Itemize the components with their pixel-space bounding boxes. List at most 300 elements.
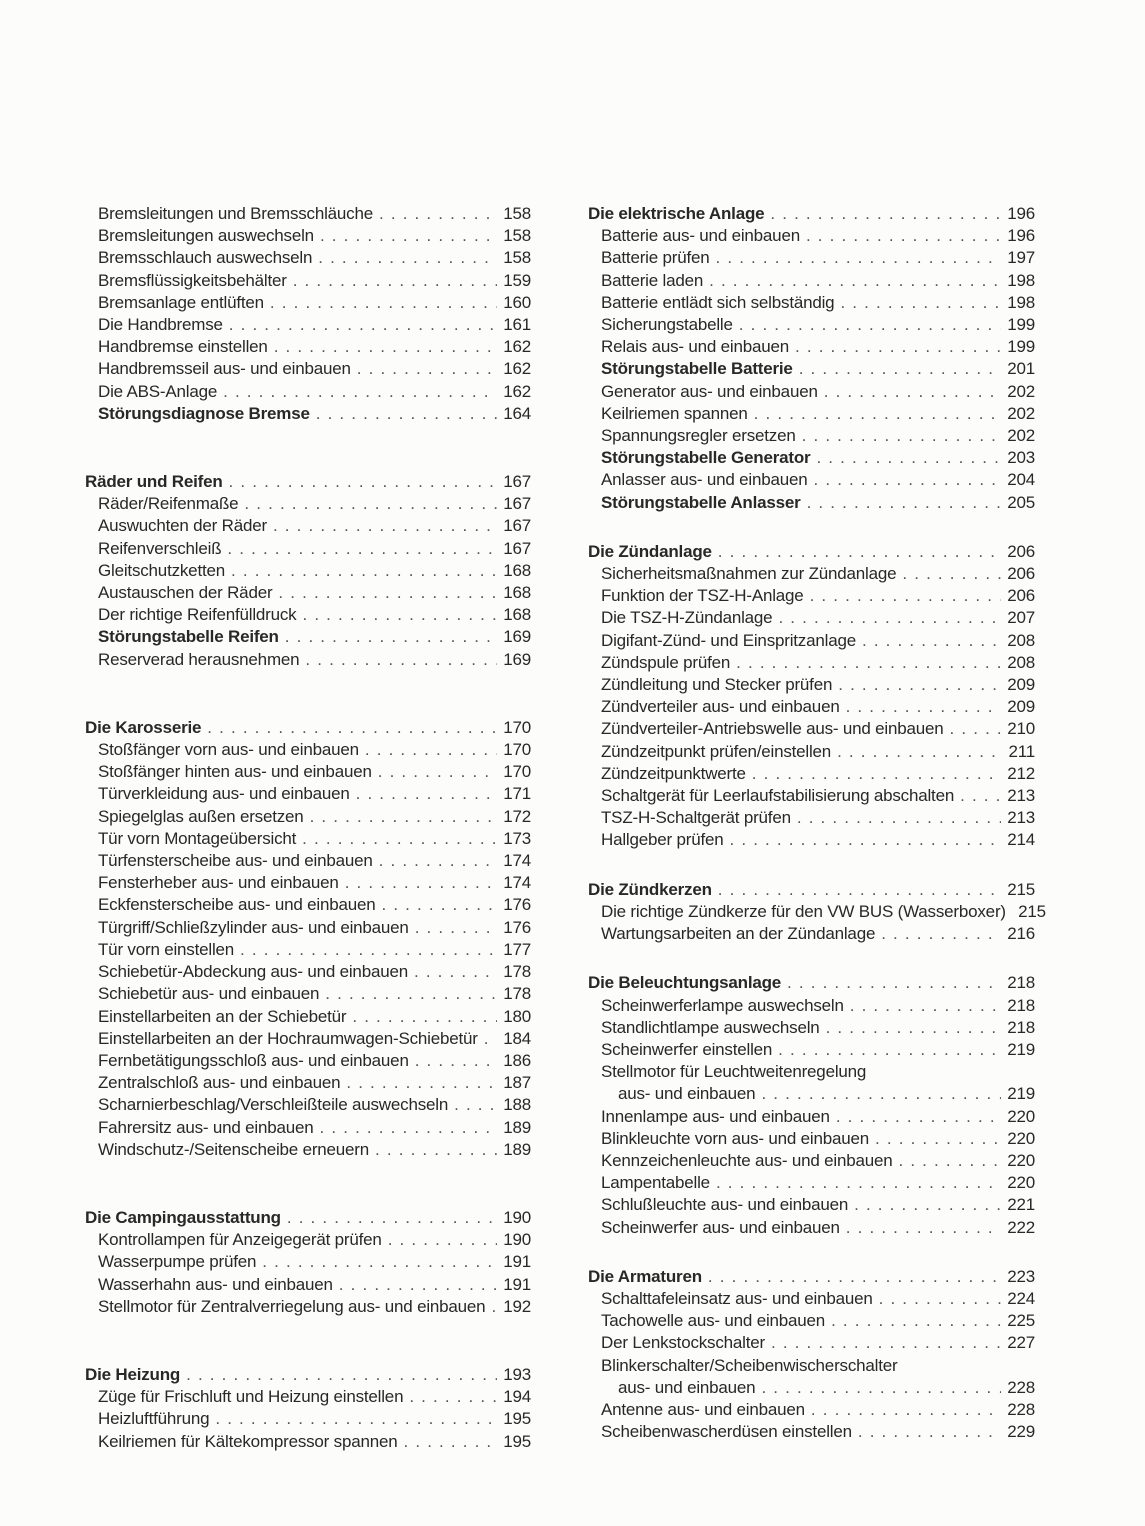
entry-page-number: 206 — [1007, 586, 1035, 606]
entry-label: Blinkleuchte vorn aus- und einbauen — [601, 1128, 870, 1148]
entry-page-number: 167 — [503, 538, 531, 558]
entry-page-number: 208 — [1007, 652, 1035, 672]
entry-label: Störungsdiagnose Bremse — [98, 403, 310, 423]
dot-leader — [712, 541, 1001, 563]
dot-leader — [225, 560, 497, 582]
dot-leader — [350, 783, 497, 805]
entry-page-number: 162 — [503, 381, 531, 401]
entry-page-number: 199 — [1007, 337, 1035, 357]
toc-entry — [588, 1150, 1035, 1172]
toc-entry — [588, 1172, 1035, 1194]
entry-page-number: 171 — [503, 784, 531, 804]
toc-entry — [588, 923, 1035, 945]
entry-page-number: 211 — [1008, 741, 1035, 761]
dot-leader — [764, 203, 1001, 225]
entry-page-number: 218 — [1007, 973, 1035, 993]
entry-page-number: 204 — [1007, 470, 1035, 490]
entry-page-number: 207 — [1007, 608, 1035, 628]
entry-label: Scheinwerfer einstellen — [601, 1039, 773, 1059]
entry-page-number: 178 — [503, 984, 531, 1004]
toc-entry — [85, 314, 531, 336]
entry-label: Schiebetür aus- und einbauen — [98, 984, 320, 1004]
toc-entry — [85, 225, 531, 247]
entry-page-number: 222 — [1007, 1217, 1035, 1237]
toc-entry — [588, 1217, 1035, 1239]
entry-label: Keilriemen für Kältekompressor spannen — [98, 1431, 398, 1451]
entry-label: Digifant-Zünd- und Einspritzanlage — [601, 630, 856, 650]
dot-leader — [830, 1106, 1001, 1128]
entry-label: Anlasser aus- und einbauen — [601, 470, 808, 490]
toc-entry — [85, 403, 531, 425]
entry-label: Zündzeitpunktwerte — [601, 763, 746, 783]
toc-entry — [85, 203, 531, 225]
entry-label: Die Zündanlage — [588, 541, 712, 561]
toc-entry — [85, 739, 531, 761]
dot-leader — [340, 1072, 497, 1094]
entry-label: Bremsleitungen und Bremsschläuche — [98, 204, 373, 223]
entry-page-number: 167 — [503, 472, 531, 492]
entry-page-number: 167 — [503, 494, 531, 514]
toc-entry — [85, 358, 531, 380]
entry-label: Scheibenwascherdüsen einstellen — [601, 1422, 852, 1442]
entry-label: Die Karosserie — [85, 717, 202, 737]
entry-page-number: 159 — [503, 270, 531, 290]
entry-page-number: 161 — [503, 315, 531, 335]
entry-page-number: 191 — [503, 1274, 531, 1294]
toc-entry — [85, 1050, 531, 1072]
toc-entry — [588, 1310, 1035, 1332]
dot-leader — [304, 806, 497, 828]
entry-page-number: 202 — [1007, 426, 1035, 446]
entry-page-number: 189 — [503, 1139, 531, 1159]
entry-page-number: 160 — [503, 292, 531, 312]
dot-leader — [834, 292, 1001, 314]
dot-leader — [856, 630, 1001, 652]
dot-leader — [221, 538, 497, 560]
dot-leader — [702, 1266, 1001, 1288]
entry-page-number: 191 — [503, 1252, 531, 1272]
entry-label: Kennzeichenleuchte aus- und einbauen — [601, 1150, 893, 1170]
toc-entry — [588, 1106, 1035, 1128]
entry-label: Störungstabelle Anlasser — [601, 492, 801, 512]
toc-entry — [588, 1288, 1035, 1310]
dot-leader — [703, 270, 1001, 292]
entry-page-number: 164 — [503, 403, 531, 423]
dot-leader — [296, 604, 497, 626]
entry-page-number: 190 — [503, 1230, 531, 1250]
entry-page-number: 224 — [1007, 1288, 1035, 1308]
toc-entry — [588, 292, 1035, 314]
toc-section — [85, 1364, 531, 1453]
entry-page-number: 208 — [1007, 630, 1035, 650]
entry-label: Bremsleitungen auswechseln — [98, 226, 314, 246]
entry-label: Spiegelglas außen ersetzen — [98, 806, 304, 826]
entry-label: Räder/Reifenmaße — [98, 494, 239, 514]
entry-label: Scheinwerferlampe auswechseln — [601, 995, 844, 1015]
dot-leader — [223, 471, 497, 493]
dot-leader — [724, 829, 1002, 851]
entry-label: Batterie laden — [601, 270, 704, 290]
entry-page-number: 162 — [503, 359, 531, 379]
entry-label: Störungstabelle Reifen — [98, 627, 279, 647]
entry-label: Wartungsarbeiten an der Zündanlage — [601, 924, 876, 944]
toc-entry — [588, 1128, 1035, 1150]
toc-entry — [588, 247, 1035, 269]
toc-entry — [588, 901, 1046, 923]
dot-leader — [296, 828, 497, 850]
entry-label: Sicherungstabelle — [601, 315, 733, 335]
entry-page-number: 196 — [1007, 204, 1035, 223]
entry-page-number: 202 — [1007, 381, 1035, 401]
entry-page-number: 223 — [1007, 1266, 1035, 1286]
toc-section-heading — [588, 1266, 1035, 1288]
entry-label: Antenne aus- und einbauen — [601, 1399, 805, 1419]
entry-page-number: 169 — [503, 649, 531, 669]
entry-label: aus- und einbauen — [618, 1377, 756, 1397]
toc-entry — [588, 1194, 1035, 1216]
toc-entry — [588, 358, 1035, 380]
toc-entry — [85, 806, 531, 828]
entry-page-number: 218 — [1007, 995, 1035, 1015]
entry-page-number: 167 — [503, 516, 531, 536]
toc-entry — [588, 607, 1035, 629]
dot-leader — [840, 696, 1001, 718]
entry-page-number: 219 — [1007, 1084, 1035, 1104]
dot-leader — [810, 447, 1001, 469]
dot-leader — [333, 1274, 497, 1296]
toc-entry — [85, 1229, 531, 1251]
toc-entry — [588, 1017, 1035, 1039]
entry-page-number: 170 — [503, 762, 531, 782]
entry-label: Hallgeber prüfen — [601, 830, 724, 850]
entry-label: Einstellarbeiten an der Schiebetür — [98, 1006, 347, 1026]
entry-page-number: 205 — [1007, 492, 1035, 512]
entry-page-number: 173 — [503, 828, 531, 848]
dot-leader — [180, 1364, 497, 1386]
entry-label: Fensterheber aus- und einbauen — [98, 873, 339, 893]
entry-label: Tür vorn Montageübersicht — [98, 828, 297, 848]
dot-leader — [299, 649, 497, 671]
toc-entry — [588, 807, 1035, 829]
toc-entry — [85, 894, 531, 916]
toc-entry — [85, 560, 531, 582]
entry-label: Türgriff/Schließzylinder aus- und einbauen — [98, 917, 409, 937]
dot-leader — [217, 381, 497, 403]
entry-label: Die elektrische Anlage — [588, 204, 765, 223]
dot-leader — [748, 403, 1001, 425]
dot-leader — [896, 563, 1001, 585]
entry-label: Standlichtlampe auswechseln — [601, 1017, 820, 1037]
toc-entry — [588, 314, 1035, 336]
toc-entry — [85, 493, 531, 515]
dot-leader — [409, 917, 497, 939]
entry-label: Keilriemen spannen — [601, 403, 748, 423]
toc-entry — [588, 469, 1035, 491]
entry-page-number: 196 — [1007, 226, 1035, 246]
entry-label: Schaltgerät für Leerlaufstabilisierung abschalten — [601, 786, 955, 806]
entry-label: Räder und Reifen — [85, 472, 223, 492]
toc-entry — [588, 447, 1035, 469]
dot-leader — [825, 1310, 1001, 1332]
toc-entry — [85, 872, 531, 894]
toc-section — [588, 879, 1046, 946]
entry-label: Der Lenkstockschalter — [601, 1333, 765, 1353]
entry-label: Zündverteiler-Antriebswelle aus- und einbauen — [601, 719, 944, 739]
dot-leader — [796, 425, 1001, 447]
entry-label: Stellmotor für Zentralverriegelung aus- und einbauen — [98, 1296, 486, 1316]
entry-page-number: 220 — [1007, 1106, 1035, 1126]
entry-page-number: 174 — [503, 851, 531, 871]
toc-entry — [85, 1139, 531, 1161]
entry-label: Türfensterscheibe aus- und einbauen — [98, 851, 373, 871]
entry-label: Bremsflüssigkeitsbehälter — [98, 270, 287, 290]
dot-leader — [755, 1083, 1001, 1105]
toc-entry — [588, 1039, 1035, 1061]
dot-leader — [746, 763, 1001, 785]
toc-entry — [85, 1408, 531, 1430]
entry-page-number: 187 — [503, 1073, 531, 1093]
toc-entry — [588, 1421, 1035, 1443]
dot-leader — [272, 582, 497, 604]
dot-leader — [710, 1172, 1001, 1194]
entry-label: Die richtige Zündkerze für den VW BUS (Wasserboxer) — [601, 901, 1006, 921]
entry-label: Stellmotor für Leuchtweitenregelung — [601, 1062, 867, 1082]
toc-entry — [85, 1117, 531, 1139]
entry-label: Generator aus- und einbauen — [601, 381, 818, 401]
toc-entry — [85, 1006, 531, 1028]
dot-leader — [710, 247, 1001, 269]
toc-entry — [588, 1399, 1035, 1421]
entry-label: Schalttafeleinsatz aus- und einbauen — [601, 1288, 873, 1308]
toc-section-heading — [588, 972, 1035, 994]
toc-entry — [85, 1251, 531, 1273]
dot-leader — [733, 314, 1001, 336]
toc-entry — [588, 225, 1035, 247]
entry-label: Austauschen der Räder — [98, 583, 273, 603]
dot-leader — [944, 718, 1001, 740]
toc-entry — [588, 829, 1035, 851]
dot-leader — [382, 1229, 497, 1251]
entry-label: Innenlampe aus- und einbauen — [601, 1106, 830, 1126]
entry-page-number: 201 — [1007, 359, 1035, 379]
entry-page-number: 213 — [1007, 808, 1035, 828]
entry-page-number: 198 — [1007, 270, 1035, 290]
entry-page-number: 176 — [503, 895, 531, 915]
entry-label: Funktion der TSZ-H-Anlage — [601, 586, 804, 606]
entry-page-number: 229 — [1007, 1422, 1035, 1442]
entry-page-number: 195 — [503, 1409, 531, 1429]
toc-entry — [85, 1274, 531, 1296]
entry-label: Relais aus- und einbauen — [601, 337, 790, 357]
toc-entry — [588, 381, 1035, 403]
entry-label: Die Handbremse — [98, 315, 223, 335]
dot-leader — [268, 336, 497, 358]
entry-label: Zündverteiler aus- und einbauen — [601, 697, 840, 717]
entry-page-number: 220 — [1007, 1150, 1035, 1170]
entry-label: Batterie entlädt sich selbständig — [601, 292, 835, 312]
toc-entry — [588, 785, 1035, 807]
toc-entry — [85, 336, 531, 358]
toc-entry — [588, 718, 1035, 740]
entry-label: Bremsschlauch auswechseln — [98, 248, 313, 268]
entry-label: Reserverad herausnehmen — [98, 649, 300, 669]
dot-leader — [712, 879, 1001, 901]
entry-page-number: 194 — [503, 1387, 531, 1407]
dot-leader — [209, 1408, 497, 1430]
entry-label: Wasserhahn aus- und einbauen — [98, 1274, 333, 1294]
dot-leader — [875, 923, 1001, 945]
toc-entry — [85, 939, 531, 961]
entry-label: Der richtige Reifenfülldruck — [98, 605, 297, 625]
toc-entry — [85, 270, 531, 292]
dot-leader — [954, 785, 1001, 807]
dot-leader — [820, 1017, 1001, 1039]
dot-leader — [346, 1006, 497, 1028]
entry-label: Schlußleuchte aus- und einbauen — [601, 1195, 849, 1215]
toc-entry — [588, 741, 1035, 763]
entry-label: TSZ-H-Schaltgerät prüfen — [601, 808, 791, 828]
dot-leader — [772, 607, 1001, 629]
entry-page-number: 212 — [1007, 763, 1035, 783]
entry-page-number: 203 — [1007, 448, 1035, 468]
toc-entry — [85, 850, 531, 872]
dot-leader — [339, 872, 497, 894]
toc-entry — [85, 247, 531, 269]
toc-entry — [588, 270, 1035, 292]
entry-page-number: 206 — [1007, 541, 1035, 561]
entry-label: Windschutz-/Seitenscheibe erneuern — [98, 1139, 370, 1159]
dot-leader — [234, 939, 497, 961]
entry-label: Schiebetür-Abdeckung aus- und einbauen — [98, 962, 408, 982]
dot-leader — [808, 469, 1001, 491]
entry-label: Fernbetätigungsschloß aus- und einbauen — [98, 1050, 409, 1070]
dot-leader — [359, 739, 497, 761]
toc-entry — [85, 538, 531, 560]
dot-leader — [805, 1399, 1001, 1421]
toc-entry — [85, 1431, 531, 1453]
toc-section-heading — [588, 203, 1035, 225]
entry-page-number: 193 — [503, 1364, 531, 1384]
entry-label: Lampentabelle — [601, 1173, 710, 1193]
toc-entry — [85, 983, 531, 1005]
dot-leader — [840, 1217, 1001, 1239]
toc-column-left — [85, 203, 531, 1453]
dot-leader — [852, 1421, 1001, 1443]
entry-label: Fahrersitz aus- und einbauen — [98, 1117, 314, 1137]
dot-leader — [804, 585, 1001, 607]
dot-leader — [372, 761, 497, 783]
toc-entry — [588, 1377, 1035, 1399]
entry-label: Scheinwerfer aus- und einbauen — [601, 1217, 840, 1237]
entry-label: Züge für Frischluft und Heizung einstellen — [98, 1387, 404, 1407]
toc-entry — [588, 336, 1035, 358]
entry-label: Die ABS-Anlage — [98, 381, 218, 401]
entry-page-number: 225 — [1007, 1311, 1035, 1331]
dot-leader — [314, 225, 497, 247]
entry-label: Türverkleidung aus- und einbauen — [98, 784, 350, 804]
entry-page-number: 219 — [1007, 1039, 1035, 1059]
dot-leader — [312, 247, 497, 269]
entry-page-number: 162 — [503, 337, 531, 357]
entry-page-number: 169 — [503, 627, 531, 647]
entry-label: Stoßfänger vorn aus- und einbauen — [98, 740, 359, 760]
entry-page-number: 216 — [1007, 924, 1035, 944]
toc-entry — [85, 1072, 531, 1094]
toc-entry — [588, 492, 1035, 514]
dot-leader — [408, 961, 497, 983]
toc-entry — [85, 604, 531, 626]
dot-leader — [730, 652, 1001, 674]
entry-page-number: 206 — [1007, 564, 1035, 584]
entry-label: Die TSZ-H-Zündanlage — [601, 608, 773, 628]
toc-entry — [85, 292, 531, 314]
dot-leader — [369, 1139, 497, 1161]
dot-leader — [800, 225, 1001, 247]
dot-leader — [772, 1039, 1001, 1061]
entry-label: Scharnierbeschlag/Verschleißteile auswechseln — [98, 1095, 449, 1115]
toc-entry — [85, 761, 531, 783]
entry-page-number: 210 — [1007, 719, 1035, 739]
entry-label: Die Beleuchtungsanlage — [588, 973, 782, 993]
dot-leader — [818, 381, 1001, 403]
toc-entry — [588, 425, 1035, 447]
toc-entry — [588, 652, 1035, 674]
toc-section-heading — [588, 541, 1035, 563]
entry-label: Die Armaturen — [588, 1266, 702, 1286]
entry-label: Die Zündkerzen — [588, 879, 712, 899]
dot-leader — [373, 203, 497, 225]
toc-section — [588, 203, 1035, 514]
dot-leader — [791, 807, 1001, 829]
toc-section-heading — [85, 1207, 531, 1229]
entry-label: Tachowelle aus- und einbauen — [601, 1311, 826, 1331]
dot-leader — [789, 336, 1001, 358]
dot-leader — [256, 1251, 497, 1273]
entry-label: Sicherheitsmaßnahmen zur Zündanlage — [601, 564, 897, 584]
entry-page-number: 168 — [503, 560, 531, 580]
toc-entry — [85, 1386, 531, 1408]
dot-leader — [398, 1431, 498, 1453]
entry-page-number: 227 — [1007, 1333, 1035, 1353]
dot-leader — [310, 403, 497, 425]
dot-leader — [279, 626, 497, 648]
dot-leader — [831, 741, 1001, 763]
toc-section — [85, 1207, 531, 1318]
entry-page-number: 218 — [1007, 1017, 1035, 1037]
dot-leader — [873, 1288, 1001, 1310]
toc-entry — [588, 995, 1035, 1017]
entry-label: Zündleitung und Stecker prüfen — [601, 675, 833, 695]
entry-label: Handbremse einstellen — [98, 337, 268, 357]
entry-label: Auswuchten der Räder — [98, 516, 267, 536]
dot-leader — [351, 358, 497, 380]
entry-label: aus- und einbauen — [618, 1084, 756, 1104]
entry-label: Zündspule prüfen — [601, 652, 731, 672]
entry-page-number: 215 — [1007, 879, 1035, 899]
entry-label: Batterie prüfen — [601, 248, 710, 268]
dot-leader — [409, 1050, 497, 1072]
entry-page-number: 184 — [503, 1028, 531, 1048]
dot-leader — [892, 1150, 1001, 1172]
toc-section — [85, 717, 531, 1161]
toc-section-heading — [85, 1364, 531, 1386]
entry-label: Die Campingausstattung — [85, 1207, 281, 1227]
toc-entry — [588, 1355, 1035, 1377]
dot-leader — [223, 314, 497, 336]
dot-leader — [801, 492, 1001, 514]
entry-page-number: 213 — [1007, 786, 1035, 806]
dot-leader — [281, 1207, 497, 1229]
